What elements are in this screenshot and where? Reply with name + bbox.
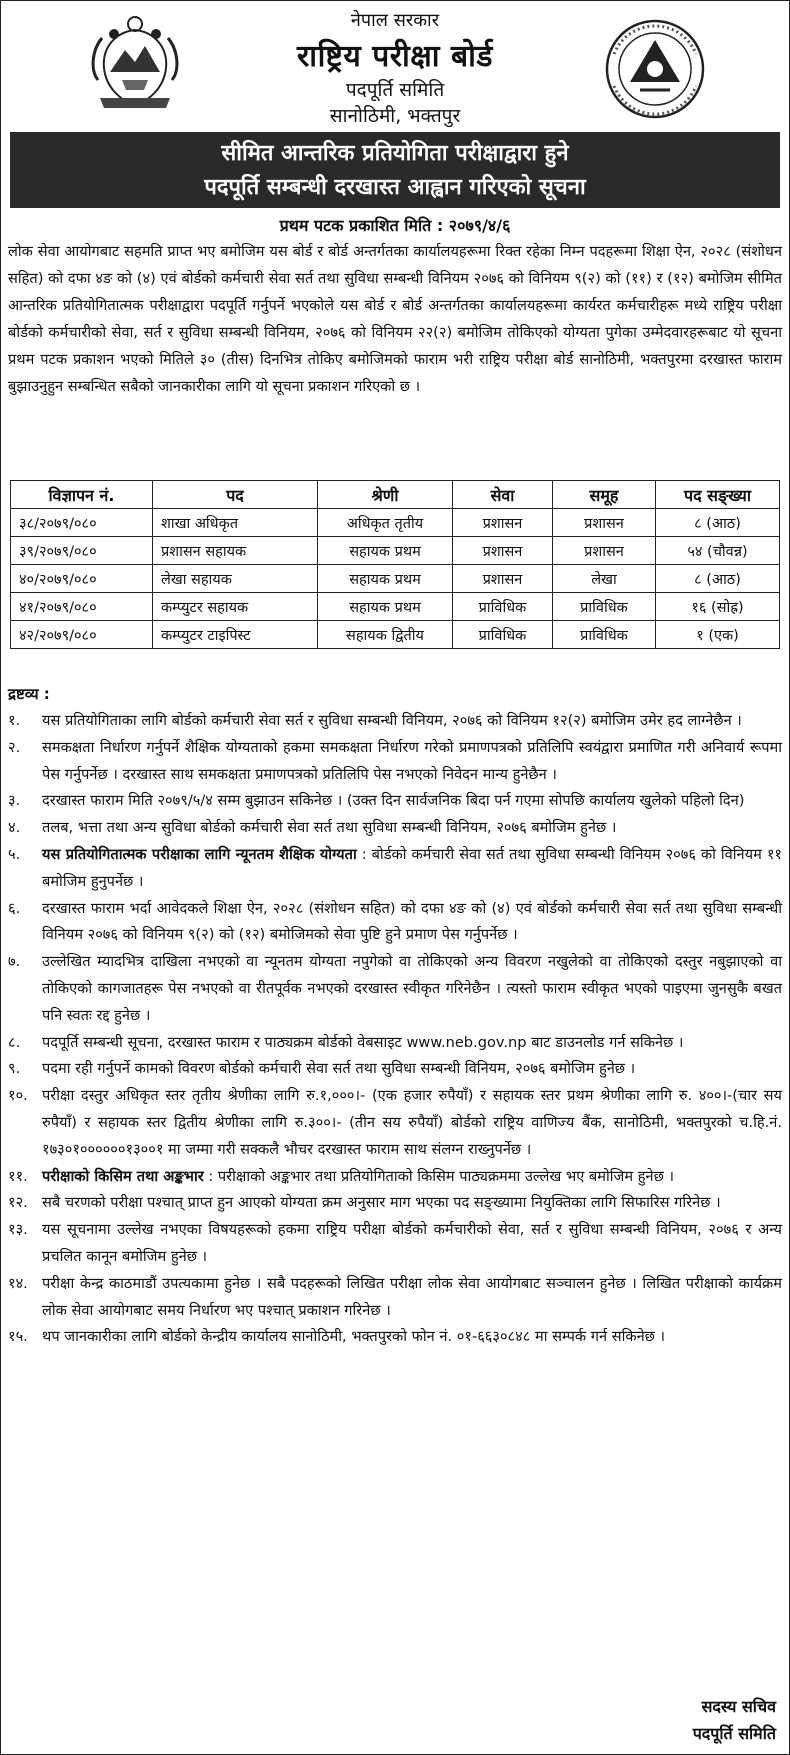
list-item	[8, 788, 782, 815]
cell-group: प्राविधिक	[553, 593, 656, 621]
cell-advertisement-no: ३९/२०७९/०८०	[11, 537, 153, 565]
cell-advertisement-no: ४१/२०७९/०८०	[11, 593, 153, 621]
note-text: परीक्षा केन्द्र काठमाडौं उपत्यकामा हुनेछ । सबै पदहरूको लिखित परीक्षा लोक सेवा आयोगबाट सञ्चालन हुनेछ । लिखित परीक्षाको कार्यक्रम लोक सेवा आयोगबाट समय निर्धारण भए पश्चात् प्रकाशन गरिनेछ ।	[42, 1274, 782, 1319]
list-item	[8, 735, 782, 789]
cell-service: प्रशासन	[453, 565, 553, 593]
cell-level: अधिकृत तृतीय	[318, 509, 453, 537]
cell-post-count: ८ (आठ)	[656, 565, 780, 593]
cell-service: प्राविधिक	[453, 621, 553, 649]
col-post: पद	[153, 481, 318, 509]
board-name: राष्ट्रिय परीक्षा बोर्ड	[297, 39, 493, 74]
note-text: पदमा रही गर्नुपर्ने कामको विवरण बोर्डको कर्मचारी सेवा सर्त तथा सुविधा सम्बन्धी विनियम, २०७६ बमोजिम हुनेछ ।	[42, 1060, 636, 1078]
note-number: ६.	[8, 899, 21, 917]
note-number: १०.	[8, 1087, 28, 1105]
note-bold-lead: परीक्षाको किसिम तथा अङ्कभार	[42, 1167, 204, 1185]
cell-service: प्रशासन	[453, 537, 553, 565]
table-row	[11, 621, 780, 649]
signatory-committee: पदपूर्ति समिति	[692, 1724, 776, 1743]
cell-service: प्रशासन	[453, 509, 553, 537]
cell-post-count: १६ (सोह्र)	[656, 593, 780, 621]
cell-level: सहायक प्रथम	[318, 565, 453, 593]
note-text: पदपूर्ति सम्बन्धी सूचना, दरखास्त फाराम र पाठ्यक्रम बोर्डको वेबसाइट www.neb.gov.np बाट डाउनलोड गर्न सकिनेछ ।	[42, 1033, 684, 1051]
note-text: दरखास्त फाराम मिति २०७९/५/४ सम्म बुझाउन सकिनेछ । (उक्त दिन सार्वजनिक बिदा पर्न गएमा सोपछि कार्यालय खुलेको पहिलो दिन)	[42, 792, 745, 810]
note-number: ११.	[8, 1167, 28, 1185]
note-number: १३.	[8, 1221, 28, 1239]
list-item	[8, 708, 782, 735]
list-item	[8, 1083, 782, 1163]
table-row	[11, 509, 780, 537]
cell-group: प्राविधिक	[553, 621, 656, 649]
publication-date: प्रथम पटक प्रकाशित मिति : २०७९/४/६	[279, 216, 511, 235]
notes-list	[8, 708, 782, 1351]
col-group: समूह	[553, 481, 656, 509]
list-item	[8, 949, 782, 1029]
list-item	[8, 1056, 782, 1083]
cell-post: लेखा सहायक	[153, 565, 318, 593]
list-item	[8, 815, 782, 842]
list-item	[8, 842, 782, 896]
list-item	[8, 1030, 782, 1057]
note-number: १.	[8, 712, 21, 729]
note-number: ५.	[8, 845, 21, 863]
note-text: उल्लेखित म्यादभित्र दाखिला नभएको वा न्यूनतम योग्यता नपुगेको वा तोकिएको अन्य विवरण नखुलेको वा तोकिएको दस्तुर नबुझाएको वा तोकिएको कागजातहरू पेस नभएको वा रीतपूर्वक नभएको दरखास्त स्वीकृत गरिनेछैन । त्यस्तो फाराम स्वीकृत भएको पाइएमा जुनसुकै बखत पनि स्वतः रद्द हुनेछ ।	[42, 953, 782, 1024]
cell-post-count: १ (एक)	[656, 621, 780, 649]
cell-group: प्रशासन	[553, 509, 656, 537]
cell-group: लेखा	[553, 565, 656, 593]
note-text: तलब, भत्ता तथा अन्य सुविधा बोर्डको कर्मचारी सेवा सर्त तथा सुविधा सम्बन्धी विनियम, २०७६ बमोजिम हुनेछ ।	[42, 819, 617, 837]
cell-advertisement-no: ४०/२०७९/०८०	[11, 565, 153, 593]
col-service: सेवा	[453, 481, 553, 509]
list-item	[8, 1190, 782, 1217]
note-number: ४.	[8, 819, 21, 837]
banner-line-2: पदपूर्ति सम्बन्धी दरखास्त आह्वान गरिएको सूचना	[204, 175, 586, 200]
table-row	[11, 565, 780, 593]
cell-post: शाखा अधिकृत	[153, 509, 318, 537]
signatory-title: सदस्य सचिव	[701, 1697, 776, 1716]
note-number: १२.	[8, 1194, 28, 1212]
government-name: नेपाल सरकार	[350, 10, 440, 31]
header	[0, 0, 790, 130]
cell-post-count: ८ (आठ)	[656, 509, 780, 537]
note-text: थप जानकारीका लागि बोर्डको केन्द्रीय कार्यालय सानोठिमी, भक्तपुरको फोन नं. ०१-६६३०८४८ मा सम्पर्क गर्न सकिनेछ ।	[42, 1328, 666, 1346]
col-post-count: पद सङ्ख्या	[656, 481, 780, 509]
table-row	[11, 537, 780, 565]
intro-paragraph: लोक सेवा आयोगबाट सहमति प्राप्त भए बमोजिम यस बोर्ड र बोर्ड अन्तर्गतका कार्यालयहरूमा रिक्त रहेका निम्न पदहरूमा शिक्षा ऐन, २०२८ (संशोधन सहित) को दफा ४ङ को (४) एवं बोर्डको कर्मचारी सेवा सर्त तथा सुविधा सम्बन्धी विनियम २०७६ को विनियम ९(२) को (११) र (१२) बमोजिम सीमित आन्तरिक प्रतियोगितात्मक परीक्षाद्वारा पदपूर्ति गर्नुपर्ने भएकोले यस बोर्ड र बोर्ड अन्तर्गतका कार्यालयहरूमा कार्यरत कर्मचारीहरू मध्ये राष्ट्रिय परीक्षा बोर्डको कर्मचारीको सेवा, सर्त र सुविधा सम्बन्धी विनियम, २०७६ को विनियम २२(२) बमोजिम तोकिएको योग्यता पुगेका उम्मेदवारहरूबाट यो सूचना प्रथम पटक प्रकाशन भएको मितिले ३० (तीस) दिनभित्र तोकिए बमोजिमको फाराम भरी राष्ट्रिय परीक्षा बोर्ड सानोठिमी, भक्तपुरमा दरखास्त फाराम बुझाउनुहुन सम्बन्धित सबैको जानकारीका लागि यो सूचना प्रकाशन गरिएको छ ।	[8, 243, 782, 395]
notice-title-banner	[10, 132, 780, 208]
cell-level: सहायक प्रथम	[318, 593, 453, 621]
banner-line-1: सीमित आन्तरिक प्रतियोगिता परीक्षाद्वारा हुने	[221, 141, 569, 166]
note-text: सबै चरणको परीक्षा पश्चात् प्राप्त हुन आएको योग्यता क्रम अनुसार माग भएका पद सङ्ख्यामा नियुक्तिका लागि सिफारिस गरिनेछ ।	[42, 1194, 721, 1212]
list-item	[8, 1164, 782, 1191]
cell-level: सहायक द्वितीय	[318, 621, 453, 649]
table-header-row	[11, 481, 780, 509]
note-number: १५.	[8, 1328, 28, 1346]
cell-group: प्रशासन	[553, 537, 656, 565]
note-text: : बोर्डको कर्मचारी सेवा सर्त तथा सुविधा सम्बन्धी विनियम २०७६ को विनियम ११ बमोजिम हुनुपर्नेछ ।	[42, 845, 782, 890]
note-number: २.	[8, 738, 21, 756]
note-text: यस प्रतियोगिताका लागि बोर्डको कर्मचारी सेवा सर्त र सुविधा सम्बन्धी विनियम, २०७६ को विनियम १२(२) बमोजिम उमेर हद लाग्नेछैन ।	[42, 712, 742, 729]
committee-name: पदपूर्ति समिति	[345, 79, 445, 101]
note-text: परीक्षा दस्तुर अधिकृत स्तर तृतीय श्रेणीका लागि रु.१,०००।- (एक हजार रुपैयाँ) र सहायक स्तर प्रथम श्रेणीका लागि रु. ४००।-(चार सय रुपैयाँ) र सहायक स्तर द्वितीय श्रेणीका लागि रु.३००।- (तीन सय रुपैयाँ) बोर्डको राष्ट्रिय वाणिज्य बैंक, सानोठिमी, भक्तपुरको च.हि.नं. १७३०१००००००१३००१ मा जम्मा गरी सक्कलै भौचर दरखास्त फाराम साथ संलग्न राख्नुपर्नेछ ।	[42, 1087, 782, 1158]
cell-level: सहायक प्रथम	[318, 537, 453, 565]
cell-advertisement-no: ४२/२०७९/०८०	[11, 621, 153, 649]
col-advertisement-no: विज्ञापन नं.	[11, 481, 153, 509]
note-number: ८.	[8, 1033, 21, 1051]
note-text: : परीक्षाको अङ्कभार तथा प्रतियोगिताको किसिम पाठ्यक्रममा उल्लेख भए बमोजिम हुनेछ ।	[203, 1167, 674, 1185]
list-item	[8, 1217, 782, 1271]
note-number: ३.	[8, 792, 21, 810]
cell-post: कम्प्युटर टाइपिस्ट	[153, 621, 318, 649]
nepal-government-emblem-icon	[80, 10, 190, 120]
col-level: श्रेणी	[318, 481, 453, 509]
note-bold-lead: यस प्रतियोगितात्मक परीक्षाका लागि न्यूनतम शैक्षिक योग्यता	[42, 845, 357, 863]
address: सानोठिमी, भक्तपुर	[329, 105, 461, 127]
note-number: ९.	[8, 1060, 21, 1078]
note-number: १४.	[8, 1274, 28, 1292]
note-text: यस सूचनामा उल्लेख नभएका विषयहरूको हकमा राष्ट्रिय परीक्षा बोर्डको कर्मचारीको सेवा, सर्त र सुविधा सम्बन्धी विनियम, २०७६ र अन्य प्रचलित कानून बमोजिम हुनेछ ।	[42, 1221, 782, 1265]
list-item	[8, 1324, 782, 1351]
cell-post: प्रशासन सहायक	[153, 537, 318, 565]
table-row	[11, 593, 780, 621]
vacancy-table	[10, 480, 780, 649]
cell-advertisement-no: ३८/२०७९/०८०	[11, 509, 153, 537]
note-text: समकक्षता निर्धारण गर्नुपर्ने शैक्षिक योग्यताको हकमा समकक्षता निर्धारण गरेको प्रमाणपत्रको प्रतिलिपि स्वयंद्वारा प्रमाणित गरी अनिवार्य रूपमा पेस गर्नुपर्नेछ । दरखास्त साथ समकक्षता प्रमाणपत्रको प्रतिलिपि पेस नभएको निवेदन मान्य हुनेछैन ।	[42, 738, 782, 783]
list-item	[8, 896, 782, 950]
cell-service: प्राविधिक	[453, 593, 553, 621]
note-number: ७.	[8, 953, 21, 971]
note-text: दरखास्त फाराम भर्दा आवेदकले शिक्षा ऐन, २०२८ (संशोधन सहित) को दफा ४ङ को (४) एवं बोर्डको कर्मचारी सेवा सर्त तथा सुविधा सम्बन्धी विनियम २०७६ को विनियम ९(२) को (१२) बमोजिमको सेवा पुष्टि हुने प्रमाण पेस गर्नुपर्नेछ ।	[42, 899, 782, 944]
notes-heading: द्रष्टव्य :	[8, 685, 50, 703]
cell-post: कम्प्युटर सहायक	[153, 593, 318, 621]
cell-post-count: ५४ (चौवन्न)	[656, 537, 780, 565]
neb-logo-icon	[600, 14, 710, 124]
list-item	[8, 1271, 782, 1325]
